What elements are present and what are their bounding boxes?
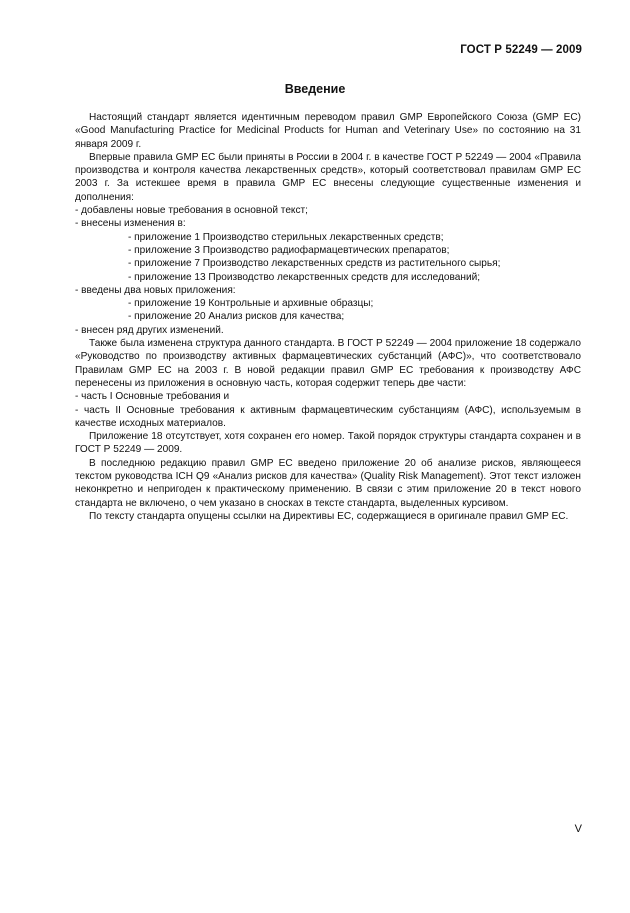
- sub-list-item: - приложение 13 Производство лекарственных средств для исследований;: [128, 271, 481, 283]
- list-item: - введены два новых приложения:: [75, 284, 236, 296]
- sub-list-item: - приложение 20 Анализ рисков для качества;: [128, 311, 345, 323]
- paragraph-intro: Настоящий стандарт является идентичным переводом правил GMP Европейского Союза (GMP ЕС) «Good Manufacturing Practice for Medicinal Products for Human and Veterinary Use» по состоянию на 31 января 2009 г.: [75, 112, 581, 150]
- section-body: [75, 111, 581, 523]
- paragraph-history: Впервые правила GMP ЕС были приняты в России в 2004 г. в качестве ГОСТ Р 52249 — 2004 «Правила производства и контроля качества лекарственных средств», который соответствовал правилам GMP ЕС 2003 г. За истекшее время в правила GMP ЕС внесены следующие существенные изменения и дополнения:: [75, 151, 581, 203]
- sub-list-item: - приложение 1 Производство стерильных лекарственных средств;: [128, 231, 444, 243]
- list-item: - внесен ряд других изменений.: [75, 324, 224, 336]
- list-item: - часть II Основные требования к активным фармацевтическим субстанциям (АФС), используемым в качестве исходных материалов.: [75, 404, 581, 429]
- sub-list-item: - приложение 3 Производство радиофармацевтических препаратов;: [128, 244, 450, 256]
- sub-list-item: - приложение 7 Производство лекарственных средств из растительного сырья;: [128, 258, 501, 270]
- document-code-header: ГОСТ Р 52249 — 2009: [460, 44, 582, 56]
- paragraph-directives: По тексту стандарта опущены ссылки на Директивы ЕС, содержащиеся в оригинале правил GMP ЕС.: [89, 510, 569, 522]
- paragraph-structure: Также была изменена структура данного стандарта. В ГОСТ Р 52249 — 2004 приложение 18 содержало «Руководство по производству активных фармацевтических субстанций (АФС)», что соответствовало Правилам GMP ЕС на 2003 г. В новой редакции правил GMP ЕС требования к производству АФС перенесены из приложения в основную часть, которая содержит теперь две части:: [75, 338, 581, 389]
- list-item: - добавлены новые требования в основной текст;: [75, 205, 308, 217]
- page-number: V: [574, 823, 582, 835]
- sub-list-item: - приложение 19 Контрольные и архивные образцы;: [128, 298, 374, 310]
- list-item: - часть I Основные требования и: [75, 391, 230, 403]
- paragraph-annex-18: Приложение 18 отсутствует, хотя сохранен его номер. Такой порядок структуры стандарта сохранен и в ГОСТ Р 52249 — 2009.: [75, 431, 581, 456]
- paragraph-annex-20: В последнюю редакцию правил GMP ЕС введено приложение 20 об анализе рисков, являющееся текстом руководства ICH Q9 «Анализ рисков для качества» (Quality Risk Management). Этот текст изложен неконкретно и непригоден к практическому применению. В связи с этим приложение 20 в текст нового стандарта не включено, о чем указано в сносках в тексте стандарта, выделенных курсивом.: [75, 457, 581, 509]
- list-item: - внесены изменения в:: [75, 218, 186, 230]
- section-title: Введение: [284, 82, 346, 96]
